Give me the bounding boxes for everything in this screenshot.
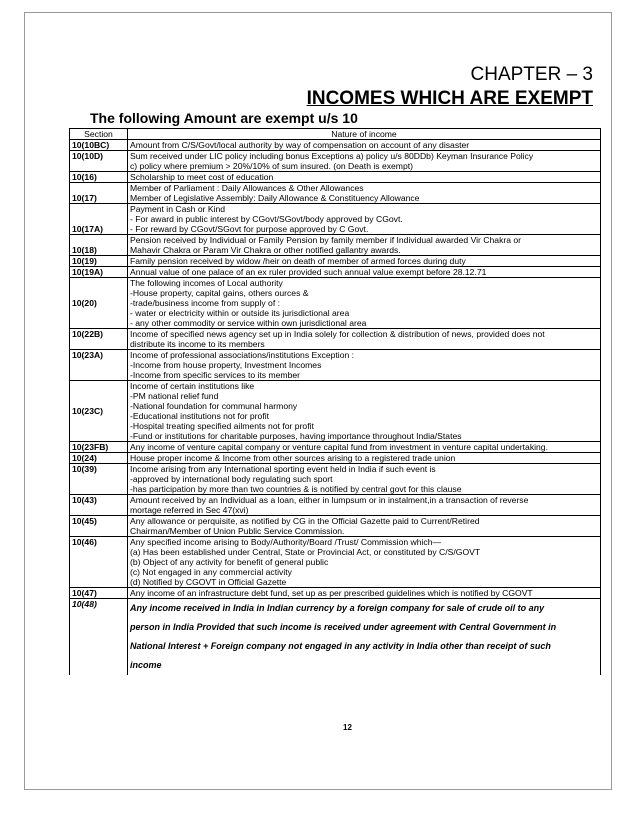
table-row [70,495,601,516]
nature-line: mortage referred in Sec 47(xvi) [130,505,249,515]
table-row [70,350,601,381]
section-cell: 10(23A) [70,350,128,381]
nature-cell [128,537,601,588]
header-section: Section [70,129,128,140]
nature-line: - For award in public interest by CGovt/SGovt/body approved by CGovt. [130,214,403,224]
section-cell: 10(18) [70,235,128,256]
table-row [70,140,601,151]
nature-line: Member of Legislative Assembly: Daily Allowance & Constituency Allowance [130,193,420,203]
table-row [70,267,601,278]
nature-line: Any specified income arising to Body/Authority/Board /Trust/ Commission which— [130,537,442,547]
nature-cell [128,329,601,350]
nature-line: National Interest + Foreign company not engaged in any activity in India other than receipt of such [130,641,551,651]
nature-line: Any income of venture capital company or venture capital fund from investment in venture capital undertaking. [130,442,548,452]
nature-line: Any income of an infrastructure debt fund, set up as per prescribed guidelines which is notified by CGOVT [130,588,533,598]
section-cell: 10(45) [70,516,128,537]
table-row [70,278,601,329]
table-row [70,442,601,453]
table-row [70,329,601,350]
section-cell: 10(39) [70,464,128,495]
table-row [70,172,601,183]
nature-line: Amount from C/S/Govt/local authority by way of compensation on account of any disaster [130,140,470,150]
section-cell: 10(23FB) [70,442,128,453]
nature-line: The following incomes of Local authority [130,278,283,288]
nature-cell [128,140,601,151]
table-header-row [70,129,601,140]
chapter-heading: CHAPTER – 3 [470,64,593,85]
nature-line: (d) Notified by CGOVT in Official Gazette [130,577,287,587]
nature-line: -approved by international body regulating such sport [130,474,333,484]
nature-line: Income arising from any International sporting event held in India if such event is [130,464,436,474]
table-row [70,183,601,204]
section-cell: 10(22B) [70,329,128,350]
table-row-last [70,599,601,676]
nature-line: Pension received by Individual or Family Pension by family member if Individual awarded Vir Chakra or [130,235,522,245]
page-title: INCOMES WHICH ARE EXEMPT [306,88,593,109]
nature-line: Income of specified news agency set up in India solely for collection & distribution of news, provided does not [130,329,545,339]
nature-line: Payment in Cash or Kind [130,204,226,214]
section-cell: 10(43) [70,495,128,516]
nature-line: Any allowance or perquisite, as notified by CG in the Official Gazette paid to Current/Retired [130,516,480,526]
nature-cell [128,204,601,235]
nature-line: -Educational institutions not for profit [130,411,270,421]
nature-line: person in India Provided that such income is received under agreement with Central Government in [130,622,557,632]
section-cell: 10(10D) [70,151,128,172]
table-row [70,537,601,588]
section-cell: 10(17A) [70,204,128,235]
nature-cell [128,588,601,599]
table-row [70,588,601,599]
nature-line: -Fund or institutions for charitable purposes, having importance throughout India/States [130,431,462,441]
nature-cell [128,151,601,172]
section-cell: 10(47) [70,588,128,599]
nature-cell [128,495,601,516]
nature-line: c) policy where premium > 20%/10% of sum insured. (on Death is exempt) [130,161,413,171]
table-caption: The following Amount are exempt u/s 10 [90,110,358,126]
nature-line: Amount received by an Individual as a loan, either in lumpsum or in instalment,in a transaction of reverse [130,495,529,505]
table-row [70,453,601,464]
section-cell: 10(46) [70,537,128,588]
nature-cell [128,516,601,537]
section-cell: 10(19A) [70,267,128,278]
nature-line: Chairman/Member of Union Public Service Commission. [130,526,345,536]
table-row [70,256,601,267]
nature-line: distribute its income to its members [130,339,265,349]
header-nature: Nature of income [128,129,601,140]
nature-line: - any other commodity or service within own jurisdictional area [130,318,367,328]
section-cell: 10(19) [70,256,128,267]
nature-line: -Income from specific services to its member [130,370,301,380]
table-row [70,204,601,235]
nature-line: -Income from house property, Investment Incomes [130,360,322,370]
nature-line: -has participation by more than two countries & is notified by central govt for this clause [130,484,462,494]
section-cell: 10(23C) [70,381,128,442]
table-row [70,516,601,537]
exempt-income-table [69,128,601,675]
table-row [70,235,601,256]
nature-cell [128,442,601,453]
nature-cell [128,235,601,256]
nature-cell [128,464,601,495]
page-number: 12 [343,723,352,732]
nature-line: Member of Parliament : Daily Allowances & Other Allowances [130,183,364,193]
table-row [70,381,601,442]
nature-line: Income of certain institutions like [130,381,255,391]
table-body [70,140,601,676]
nature-cell [128,183,601,204]
nature-line: Mahavir Chakra or Param Vir Chakra or other notified gallantry awards. [130,245,401,255]
nature-line: Family pension received by widow /heir on death of member of armed forces during duty [130,256,466,266]
nature-line: Sum received under LIC policy including bonus Exceptions a) policy u/s 80DDb) Keyman Insurance Policy [130,151,534,161]
nature-line: Any income received in India in Indian currency by a foreign company for sale of crude oil to any [130,603,545,613]
nature-cell [128,278,601,329]
section-cell: 10(24) [70,453,128,464]
section-cell: 10(16) [70,172,128,183]
nature-line: -Hospital treating specified ailments not for profit [130,421,314,431]
nature-line: Scholarship to meet cost of education [130,172,274,182]
nature-line: -House property, capital gains, others ources & [130,288,309,298]
nature-line: Annual value of one palace of an ex ruler provided such annual value exempt before 28.12.71 [130,267,487,277]
nature-cell [128,453,601,464]
nature-cell [128,256,601,267]
nature-line: - water or electricity within or outside its jurisdictional area [130,308,350,318]
nature-line: House proper income & Income from other sources arising to a registered trade union [130,453,456,463]
nature-line: income [130,660,162,670]
nature-cell [128,350,601,381]
nature-line: -trade/business income from supply of : [130,298,280,308]
nature-line: (a) Has been established under Central, State or Provincial Act, or constituted by C/S/GOVT [130,547,481,557]
section-cell: 10(48) [70,599,128,676]
nature-cell [128,381,601,442]
nature-cell [128,172,601,183]
section-cell: 10(17) [70,183,128,204]
nature-line: (c) Not engaged in any commercial activity [130,567,292,577]
section-cell: 10(20) [70,278,128,329]
nature-line: - For reward by CGovt/SGovt for purpose approved by C Govt. [130,224,369,234]
nature-line: Income of professional associations/institutions Exception : [130,350,355,360]
nature-line: -PM national relief fund [130,391,219,401]
nature-line: (b) Object of any activity for benefit of general public [130,557,329,567]
nature-cell [128,599,601,676]
table-row [70,151,601,172]
nature-cell [128,267,601,278]
section-cell: 10(10BC) [70,140,128,151]
nature-line: -National foundation for communal harmony [130,401,298,411]
table-row [70,464,601,495]
